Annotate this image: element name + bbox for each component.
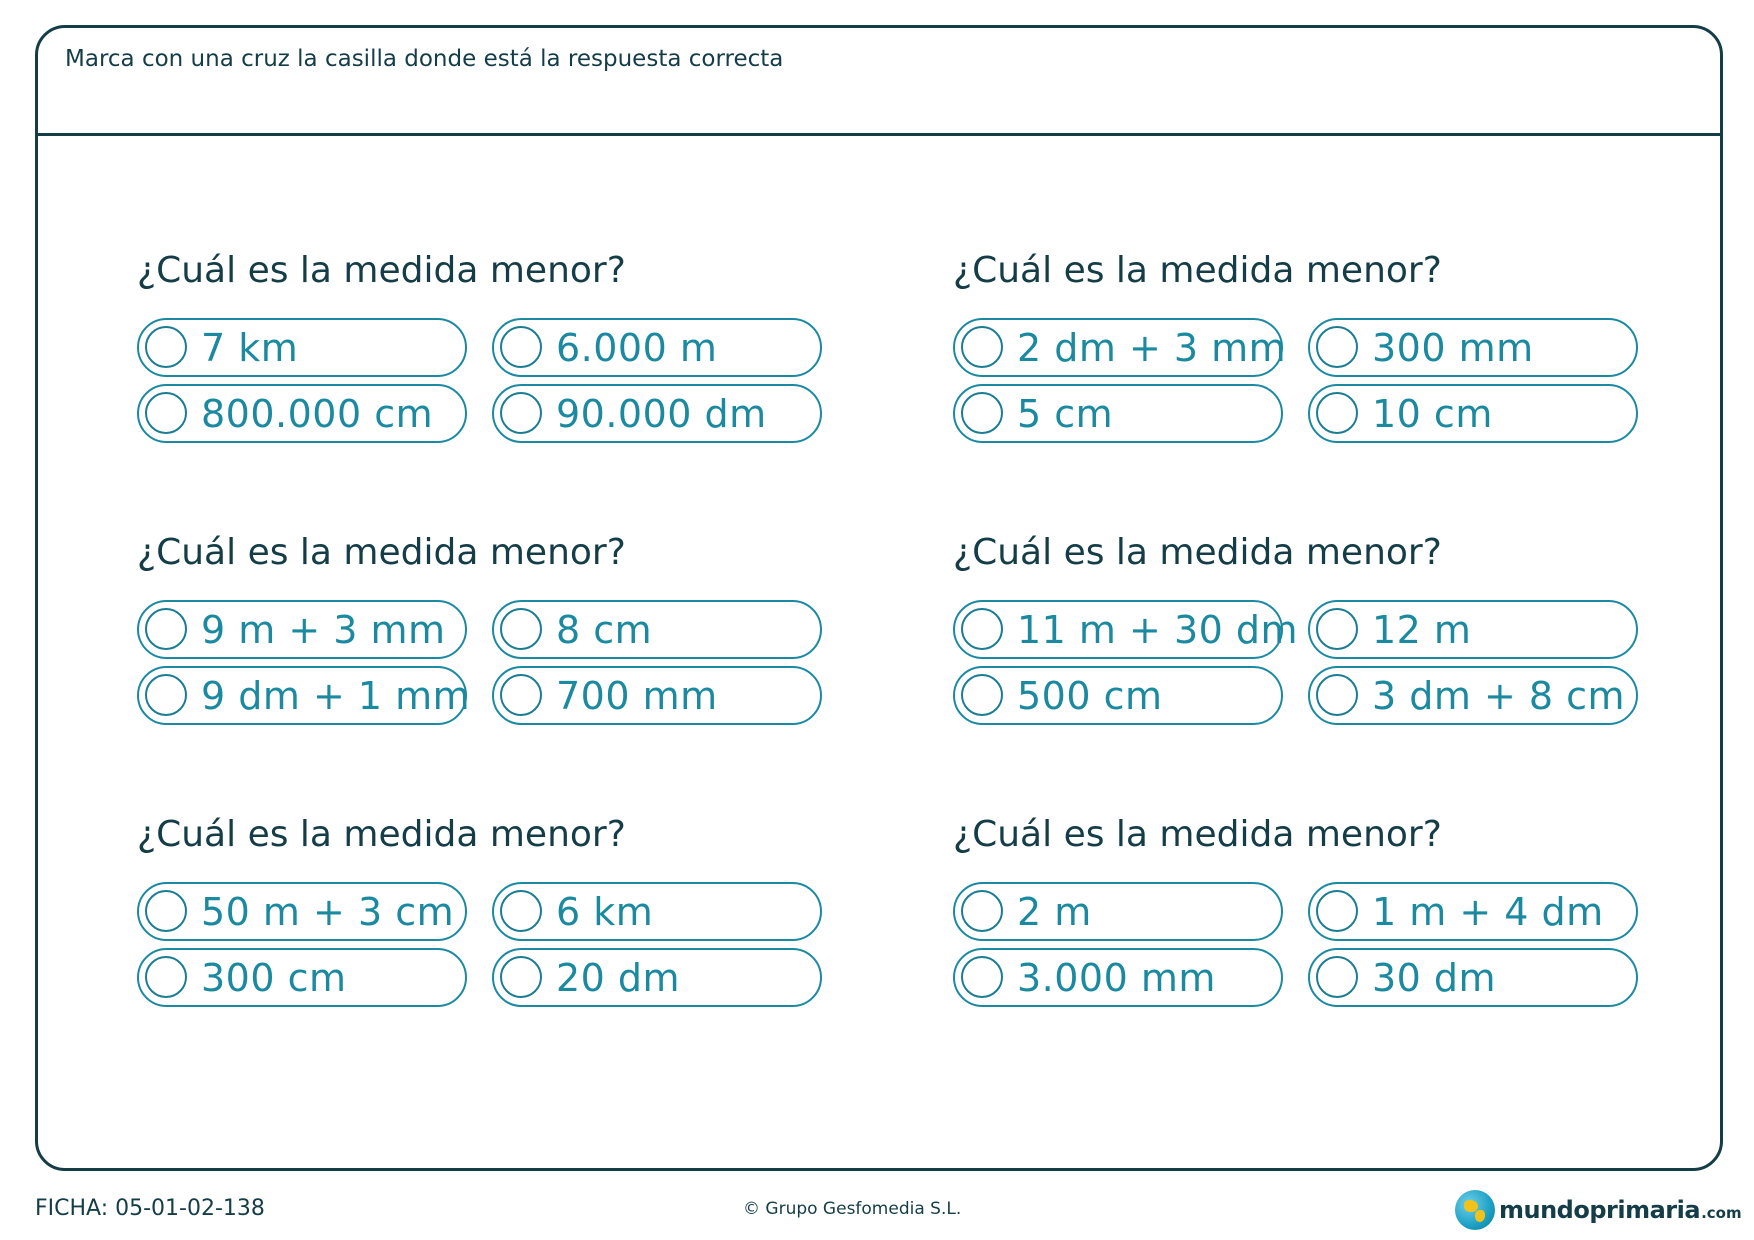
answer-checkbox[interactable]	[1316, 326, 1358, 368]
answer-option[interactable]	[492, 600, 822, 659]
answer-option[interactable]	[1308, 318, 1638, 377]
answer-label: 20 dm	[556, 955, 681, 1000]
answer-label: 300 cm	[201, 955, 347, 1000]
answer-label: 300 mm	[1372, 325, 1534, 370]
answer-option[interactable]	[492, 666, 822, 725]
question-title: ¿Cuál es la medida menor?	[137, 250, 626, 291]
answer-label: 30 dm	[1372, 955, 1497, 1000]
answer-label: 700 mm	[556, 673, 718, 718]
answer-option[interactable]	[492, 318, 822, 377]
answer-checkbox[interactable]	[961, 326, 1003, 368]
answer-checkbox[interactable]	[145, 326, 187, 368]
answer-label: 2 m	[1017, 889, 1092, 934]
answer-label: 2 dm + 3 mm	[1017, 325, 1287, 370]
answer-checkbox[interactable]	[500, 956, 542, 998]
answer-checkbox[interactable]	[500, 890, 542, 932]
answer-checkbox[interactable]	[961, 392, 1003, 434]
answer-checkbox[interactable]	[145, 392, 187, 434]
answer-checkbox[interactable]	[961, 890, 1003, 932]
logo-tld: .com	[1701, 1204, 1742, 1222]
globe-icon	[1455, 1190, 1495, 1230]
answer-option[interactable]	[137, 948, 467, 1007]
answer-label: 3.000 mm	[1017, 955, 1216, 1000]
answer-label: 90.000 dm	[556, 391, 767, 436]
answer-option[interactable]	[953, 948, 1283, 1007]
question-title: ¿Cuál es la medida menor?	[137, 532, 626, 573]
answer-checkbox[interactable]	[1316, 608, 1358, 650]
answer-label: 9 dm + 1 mm	[201, 673, 471, 718]
answer-option[interactable]	[1308, 666, 1638, 725]
copyright-text: © Grupo Gesfomedia S.L.	[743, 1199, 962, 1219]
answer-checkbox[interactable]	[1316, 890, 1358, 932]
answer-label: 500 cm	[1017, 673, 1163, 718]
answer-checkbox[interactable]	[1316, 956, 1358, 998]
worksheet-frame	[35, 25, 1723, 1171]
answer-label: 7 km	[201, 325, 299, 370]
answer-option[interactable]	[137, 600, 467, 659]
answer-option[interactable]	[137, 882, 467, 941]
answer-option[interactable]	[492, 882, 822, 941]
answer-option[interactable]	[1308, 882, 1638, 941]
answer-option[interactable]	[953, 666, 1283, 725]
answer-label: 800.000 cm	[201, 391, 434, 436]
answer-label: 3 dm + 8 cm	[1372, 673, 1626, 718]
answer-option[interactable]	[1308, 948, 1638, 1007]
answer-label: 1 m + 4 dm	[1372, 889, 1604, 934]
answer-option[interactable]	[1308, 600, 1638, 659]
worksheet-code: FICHA: 05-01-02-138	[35, 1196, 265, 1221]
answer-option[interactable]	[137, 666, 471, 725]
site-logo[interactable]	[1455, 1188, 1742, 1232]
answer-checkbox[interactable]	[961, 608, 1003, 650]
answer-checkbox[interactable]	[500, 674, 542, 716]
answer-label: 8 cm	[556, 607, 653, 652]
answer-option[interactable]	[137, 384, 467, 443]
answer-label: 5 cm	[1017, 391, 1114, 436]
answer-option[interactable]	[953, 384, 1283, 443]
answer-option[interactable]	[953, 600, 1299, 659]
answer-option[interactable]	[137, 318, 467, 377]
question-title: ¿Cuál es la medida menor?	[137, 814, 626, 855]
answer-checkbox[interactable]	[145, 890, 187, 932]
answer-checkbox[interactable]	[145, 956, 187, 998]
answer-checkbox[interactable]	[145, 674, 187, 716]
answer-checkbox[interactable]	[1316, 392, 1358, 434]
answer-checkbox[interactable]	[145, 608, 187, 650]
question-title: ¿Cuál es la medida menor?	[953, 532, 1442, 573]
answer-label: 10 cm	[1372, 391, 1493, 436]
answer-label: 11 m + 30 dm	[1017, 607, 1299, 652]
answer-option[interactable]	[1308, 384, 1638, 443]
answer-checkbox[interactable]	[961, 956, 1003, 998]
answer-label: 6.000 m	[556, 325, 718, 370]
answer-label: 12 m	[1372, 607, 1472, 652]
logo-name: mundoprimaria	[1499, 1196, 1701, 1224]
answer-option[interactable]	[953, 882, 1283, 941]
answer-option[interactable]	[492, 948, 822, 1007]
answer-checkbox[interactable]	[500, 608, 542, 650]
answer-label: 6 km	[556, 889, 654, 934]
answer-label: 50 m + 3 cm	[201, 889, 455, 934]
answer-option[interactable]	[492, 384, 822, 443]
question-title: ¿Cuál es la medida menor?	[953, 814, 1442, 855]
answer-checkbox[interactable]	[961, 674, 1003, 716]
answer-option[interactable]	[953, 318, 1287, 377]
instruction-text: Marca con una cruz la casilla donde está la respuesta correcta	[65, 46, 784, 72]
question-title: ¿Cuál es la medida menor?	[953, 250, 1442, 291]
answer-checkbox[interactable]	[1316, 674, 1358, 716]
answer-label: 9 m + 3 mm	[201, 607, 446, 652]
worksheet-header	[38, 28, 1720, 136]
answer-checkbox[interactable]	[500, 326, 542, 368]
answer-checkbox[interactable]	[500, 392, 542, 434]
